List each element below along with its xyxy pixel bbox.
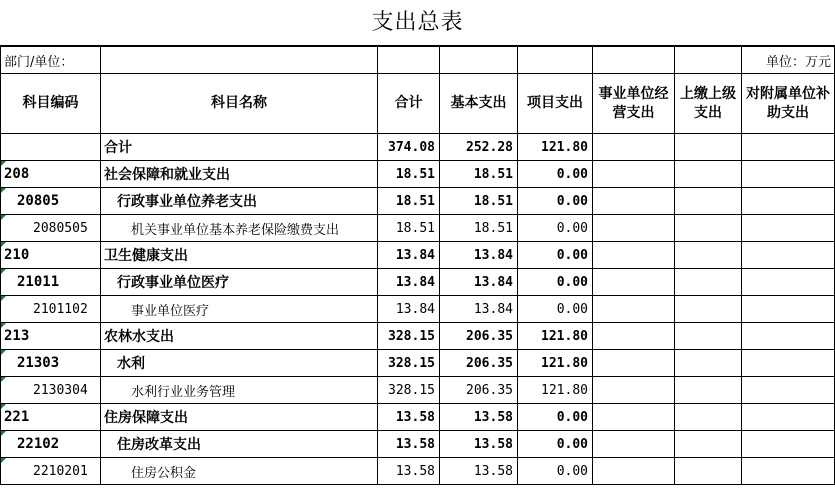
header-code: 科目编码	[1, 74, 101, 134]
project-cell[interactable]: 0.00	[518, 404, 593, 431]
header-superior: 上缴上级支出	[675, 74, 742, 134]
code-cell[interactable]: 22102	[1, 431, 101, 458]
table-row	[1, 458, 835, 485]
name-cell[interactable]: 农林水支出	[101, 323, 378, 350]
header-basic: 基本支出	[440, 74, 518, 134]
total-cell[interactable]: 374.08	[378, 134, 440, 161]
name-cell[interactable]: 事业单位医疗	[101, 296, 378, 323]
total-cell[interactable]: 13.58	[378, 458, 440, 485]
header-business: 事业单位经营支出	[593, 74, 675, 134]
code-cell[interactable]: 221	[1, 404, 101, 431]
superior-cell[interactable]	[675, 215, 742, 242]
superior-cell[interactable]	[675, 431, 742, 458]
table-row	[1, 323, 835, 350]
blank-cell[interactable]	[518, 47, 593, 74]
header-name: 科目名称	[101, 74, 378, 134]
code-cell[interactable]: 210	[1, 242, 101, 269]
basic-cell[interactable]: 252.28	[440, 134, 518, 161]
subsidy-cell[interactable]	[742, 188, 835, 215]
code-cell[interactable]: 20805	[1, 188, 101, 215]
subsidy-cell[interactable]	[742, 323, 835, 350]
table-row	[1, 350, 835, 377]
business-cell[interactable]	[593, 215, 675, 242]
project-cell[interactable]: 0.00	[518, 458, 593, 485]
blank-cell[interactable]	[593, 47, 675, 74]
subsidy-cell[interactable]	[742, 404, 835, 431]
header-subsidy: 对附属单位补助支出	[742, 74, 835, 134]
project-cell[interactable]: 0.00	[518, 296, 593, 323]
superior-cell[interactable]	[675, 242, 742, 269]
superior-cell[interactable]	[675, 134, 742, 161]
business-cell[interactable]	[593, 269, 675, 296]
business-cell[interactable]	[593, 134, 675, 161]
name-cell[interactable]: 卫生健康支出	[101, 242, 378, 269]
project-cell[interactable]: 0.00	[518, 161, 593, 188]
total-cell[interactable]: 13.58	[378, 404, 440, 431]
subsidy-cell[interactable]	[742, 350, 835, 377]
total-cell[interactable]: 13.84	[378, 296, 440, 323]
subsidy-cell[interactable]	[742, 242, 835, 269]
unit-row	[1, 47, 835, 74]
business-cell[interactable]	[593, 296, 675, 323]
basic-cell[interactable]: 13.84	[440, 296, 518, 323]
table-row	[1, 134, 835, 161]
basic-cell[interactable]: 13.84	[440, 269, 518, 296]
subsidy-cell[interactable]	[742, 377, 835, 404]
superior-cell[interactable]	[675, 269, 742, 296]
name-cell[interactable]: 住房改革支出	[101, 431, 378, 458]
table-row	[1, 269, 835, 296]
table-row	[1, 296, 835, 323]
subsidy-cell[interactable]	[742, 269, 835, 296]
dept-label: 部门/单位：	[1, 47, 101, 74]
name-cell[interactable]: 行政事业单位养老支出	[101, 188, 378, 215]
total-cell[interactable]: 18.51	[378, 161, 440, 188]
table-row	[1, 215, 835, 242]
name-cell[interactable]: 水利	[101, 350, 378, 377]
table-row	[1, 404, 835, 431]
name-cell[interactable]: 水利行业业务管理	[101, 377, 378, 404]
blank-cell[interactable]	[440, 47, 518, 74]
subsidy-cell[interactable]	[742, 296, 835, 323]
header-total: 合计	[378, 74, 440, 134]
project-cell[interactable]: 0.00	[518, 431, 593, 458]
basic-cell[interactable]: 13.58	[440, 458, 518, 485]
name-cell[interactable]: 合计	[101, 134, 378, 161]
name-cell[interactable]: 行政事业单位医疗	[101, 269, 378, 296]
project-cell[interactable]: 121.80	[518, 323, 593, 350]
superior-cell[interactable]	[675, 161, 742, 188]
subsidy-cell[interactable]	[742, 431, 835, 458]
total-cell[interactable]: 18.51	[378, 215, 440, 242]
dept-value-cell[interactable]	[101, 47, 378, 74]
total-cell[interactable]: 328.15	[378, 350, 440, 377]
business-cell[interactable]	[593, 323, 675, 350]
table-row	[1, 431, 835, 458]
superior-cell[interactable]	[675, 188, 742, 215]
subsidy-cell[interactable]	[742, 134, 835, 161]
basic-cell[interactable]: 13.84	[440, 242, 518, 269]
name-cell[interactable]: 社会保障和就业支出	[101, 161, 378, 188]
project-cell[interactable]: 121.80	[518, 377, 593, 404]
total-cell[interactable]: 13.84	[378, 242, 440, 269]
superior-cell[interactable]	[675, 350, 742, 377]
total-cell[interactable]: 328.15	[378, 323, 440, 350]
page-title: 支出总表	[0, 0, 835, 46]
superior-cell[interactable]	[675, 458, 742, 485]
table-row	[1, 161, 835, 188]
blank-cell[interactable]	[378, 47, 440, 74]
superior-cell[interactable]	[675, 404, 742, 431]
code-cell[interactable]: 21011	[1, 269, 101, 296]
subsidy-cell[interactable]	[742, 161, 835, 188]
code-cell[interactable]: 208	[1, 161, 101, 188]
basic-cell[interactable]: 13.58	[440, 431, 518, 458]
blank-cell[interactable]	[675, 47, 742, 74]
code-cell[interactable]: 2130304	[1, 377, 101, 404]
header-row	[1, 74, 835, 134]
project-cell[interactable]: 0.00	[518, 188, 593, 215]
business-cell[interactable]	[593, 242, 675, 269]
project-cell[interactable]: 121.80	[518, 350, 593, 377]
header-project: 项目支出	[518, 74, 593, 134]
basic-cell[interactable]: 18.51	[440, 215, 518, 242]
code-cell[interactable]: 213	[1, 323, 101, 350]
business-cell[interactable]	[593, 431, 675, 458]
total-cell[interactable]: 328.15	[378, 377, 440, 404]
code-cell[interactable]: 2210201	[1, 458, 101, 485]
project-cell[interactable]: 121.80	[518, 134, 593, 161]
basic-cell[interactable]: 18.51	[440, 161, 518, 188]
basic-cell[interactable]: 18.51	[440, 188, 518, 215]
basic-cell[interactable]: 206.35	[440, 350, 518, 377]
table-row	[1, 377, 835, 404]
business-cell[interactable]	[593, 350, 675, 377]
subsidy-cell[interactable]	[742, 215, 835, 242]
subsidy-cell[interactable]	[742, 458, 835, 485]
business-cell[interactable]	[593, 458, 675, 485]
project-cell[interactable]: 0.00	[518, 269, 593, 296]
business-cell[interactable]	[593, 404, 675, 431]
business-cell[interactable]	[593, 161, 675, 188]
expenditure-table	[0, 46, 835, 485]
code-cell[interactable]: 2080505	[1, 215, 101, 242]
basic-cell[interactable]: 13.58	[440, 404, 518, 431]
code-cell[interactable]: 21303	[1, 350, 101, 377]
basic-cell[interactable]: 206.35	[440, 377, 518, 404]
total-cell[interactable]: 13.84	[378, 269, 440, 296]
name-cell[interactable]: 住房保障支出	[101, 404, 378, 431]
code-cell[interactable]	[1, 134, 101, 161]
code-cell[interactable]: 2101102	[1, 296, 101, 323]
business-cell[interactable]	[593, 377, 675, 404]
total-cell[interactable]: 18.51	[378, 188, 440, 215]
superior-cell[interactable]	[675, 296, 742, 323]
superior-cell[interactable]	[675, 377, 742, 404]
basic-cell[interactable]: 206.35	[440, 323, 518, 350]
business-cell[interactable]	[593, 188, 675, 215]
project-cell[interactable]: 0.00	[518, 215, 593, 242]
name-cell[interactable]: 住房公积金	[101, 458, 378, 485]
unit-label: 单位：万元	[742, 47, 835, 74]
name-cell[interactable]: 机关事业单位基本养老保险缴费支出	[101, 215, 378, 242]
table-row	[1, 242, 835, 269]
total-cell[interactable]: 13.58	[378, 431, 440, 458]
project-cell[interactable]: 0.00	[518, 242, 593, 269]
superior-cell[interactable]	[675, 323, 742, 350]
table-row	[1, 188, 835, 215]
